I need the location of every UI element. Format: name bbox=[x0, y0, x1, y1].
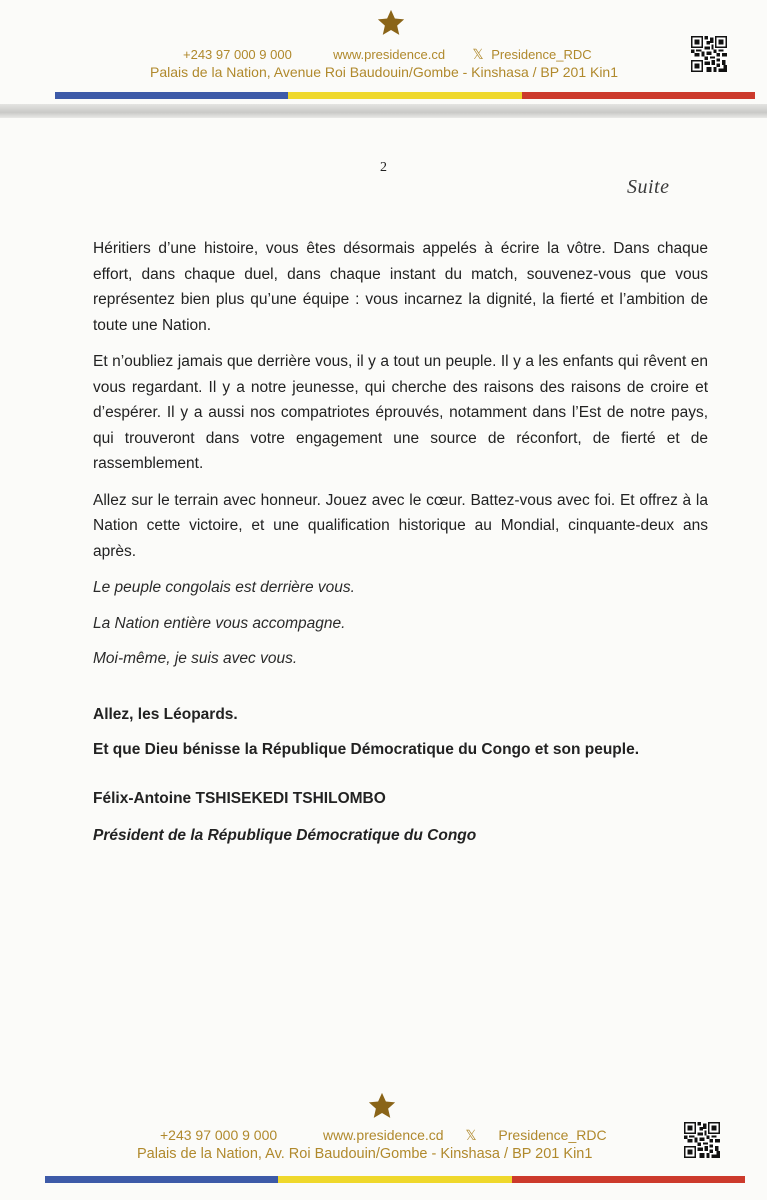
letter-body bbox=[93, 236, 708, 859]
page-separator bbox=[0, 104, 767, 118]
footer-address: Palais de la Nation, Av. Roi Baudouin/Gombe - Kinshasa / BP 201 Kin1 bbox=[137, 1146, 593, 1162]
header-phone: +243 97 000 9 000 bbox=[183, 47, 292, 62]
continuation-label: Suite bbox=[627, 176, 670, 198]
x-logo-icon: 𝕏 bbox=[465, 1127, 477, 1143]
qr-code-icon bbox=[691, 36, 727, 72]
italic-line: Moi-même, je suis avec vous. bbox=[93, 650, 298, 667]
flag-blue-segment bbox=[45, 1176, 278, 1183]
italic-line: Le peuple congolais est derrière vous. bbox=[93, 579, 355, 596]
signatory-name: Félix-Antoine TSHISEKEDI TSHILOMBO bbox=[93, 790, 386, 807]
flag-red-segment bbox=[512, 1176, 745, 1183]
signature-block bbox=[93, 786, 708, 848]
footer-website: www.presidence.cd bbox=[322, 1127, 444, 1143]
x-logo-icon: 𝕏 bbox=[472, 46, 484, 62]
closing-blessing: Et que Dieu bénisse la République Démocratique du Congo et son peuple. bbox=[93, 741, 640, 758]
flag-red-segment bbox=[522, 92, 755, 99]
footer-x-handle: Presidence_RDC bbox=[498, 1127, 607, 1143]
letterhead bbox=[0, 0, 767, 104]
footer-phone: +243 97 000 9 000 bbox=[160, 1127, 278, 1143]
header-flag-bar bbox=[55, 92, 755, 99]
header-contact-line bbox=[183, 46, 592, 63]
header-address: Palais de la Nation, Avenue Roi Baudouin/Gombe - Kinshasa / BP 201 Kin1 bbox=[150, 64, 619, 80]
footer-contact-line bbox=[160, 1127, 607, 1144]
signatory-title: Président de la République Démocratique du Congo bbox=[93, 826, 477, 844]
header-website: www.presidence.cd bbox=[333, 47, 446, 62]
footer-flag-bar bbox=[45, 1176, 745, 1183]
star-emblem-icon bbox=[376, 8, 406, 38]
page-number: 2 bbox=[380, 160, 387, 175]
body-paragraph: Allez sur le terrain avec honneur. Jouez avec le cœur. Battez-vous avec foi. Et offrez à la Nation cette victoire, et une qualification historique au Mondial, cinquante-deux ans après. bbox=[93, 491, 708, 560]
flag-yellow-segment bbox=[278, 1176, 511, 1183]
body-paragraph: Et n’oubliez jamais que derrière vous, il y a tout un peuple. Il y a les enfants qui rêvent en vous regardant. Il y a notre jeunesse, qui cherche des raisons des raisons de croire et d’espérer. Il y a aussi nos compatriotes éprouvés, notamment dans l’Est de notre pays, qui trouveront dans votre engagement une source de réconfort, de fierté et de rassemblement. bbox=[93, 353, 708, 472]
qr-code-icon bbox=[684, 1122, 720, 1158]
closing-line: Allez, les Léopards. bbox=[93, 705, 238, 723]
flag-yellow-segment bbox=[288, 92, 521, 99]
italic-line: La Nation entière vous accompagne. bbox=[93, 614, 346, 632]
footer-star-icon bbox=[367, 1091, 397, 1121]
header-x-handle: Presidence_RDC bbox=[491, 47, 592, 62]
body-paragraph: Héritiers d’une histoire, vous êtes désormais appelés à écrire la vôtre. Dans chaque effort, dans chaque duel, dans chaque instant du match, souvenez-vous que vous représentez bien plus qu’une équipe : vous incarnez la dignité, la fierté et l’ambition de toute une Nation. bbox=[93, 240, 708, 334]
flag-blue-segment bbox=[55, 92, 288, 99]
